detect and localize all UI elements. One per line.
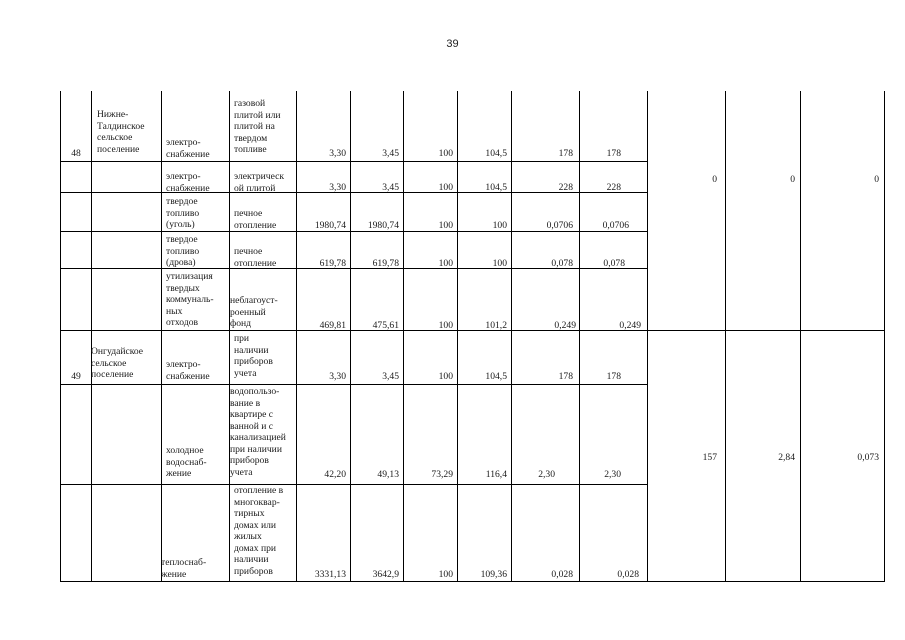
column-divider bbox=[725, 91, 726, 581]
value-cell: 475,61 bbox=[372, 320, 399, 331]
value-cell: 42,20 bbox=[324, 469, 346, 480]
value-cell: 3,30 bbox=[329, 182, 346, 193]
service-type: холодное водоснаб- жение bbox=[166, 445, 207, 479]
summary-value: 2,84 bbox=[778, 452, 795, 463]
value-cell: 3,45 bbox=[382, 148, 399, 159]
row-number: 49 bbox=[71, 371, 81, 382]
value-cell: 3,45 bbox=[382, 371, 399, 382]
service-type: утилизация твердых коммуналь- ных отходов bbox=[166, 271, 214, 328]
value-cell: 2,30 bbox=[604, 469, 621, 480]
value-cell: 3,30 bbox=[329, 148, 346, 159]
value-cell: 104,5 bbox=[485, 182, 507, 193]
value-cell: 3642,9 bbox=[372, 569, 399, 580]
value-cell: 100 bbox=[438, 258, 453, 269]
value-cell: 1980,74 bbox=[314, 220, 346, 231]
settlement-name: Онгудайское сельское поселение bbox=[91, 346, 144, 380]
consumption-norm: неблагоуст- роенный фонд bbox=[230, 295, 278, 329]
value-cell: 619,78 bbox=[319, 258, 346, 269]
value-cell: 619,78 bbox=[372, 258, 399, 269]
value-cell: 100 bbox=[438, 371, 453, 382]
value-cell: 100 bbox=[492, 258, 507, 269]
column-divider bbox=[511, 91, 512, 581]
value-cell: 3331,13 bbox=[314, 569, 346, 580]
value-cell: 0,249 bbox=[619, 320, 641, 331]
column-divider bbox=[579, 91, 580, 581]
value-cell: 49,13 bbox=[377, 469, 399, 480]
value-cell: 228 bbox=[558, 182, 573, 193]
summary-value: 0,073 bbox=[857, 452, 879, 463]
value-cell: 178 bbox=[606, 148, 621, 159]
settlement-name: Нижне- Талдинское сельское поселение bbox=[97, 109, 145, 155]
table-border-right bbox=[884, 91, 885, 581]
service-type: электро- снабжение bbox=[166, 359, 210, 382]
value-cell: 0,078 bbox=[551, 258, 573, 269]
row-divider bbox=[60, 384, 647, 385]
consumption-norm: печное отопление bbox=[234, 208, 277, 231]
row-number: 48 bbox=[71, 148, 81, 159]
value-cell: 100 bbox=[438, 220, 453, 231]
column-divider bbox=[647, 91, 648, 581]
value-cell: 100 bbox=[438, 182, 453, 193]
column-divider bbox=[91, 91, 92, 581]
row-divider bbox=[60, 161, 647, 162]
consumption-norm: печное отопление bbox=[234, 246, 277, 269]
column-divider bbox=[800, 91, 801, 581]
column-divider bbox=[350, 91, 351, 581]
service-type: электро- снабжение bbox=[166, 137, 210, 160]
value-cell: 0,249 bbox=[554, 320, 576, 331]
service-type: теплоснаб- жение bbox=[161, 557, 207, 580]
table-border-left bbox=[60, 91, 61, 581]
consumption-norm: электрическ ой плитой bbox=[234, 171, 285, 194]
summary-value: 0 bbox=[712, 174, 717, 185]
row-divider bbox=[60, 484, 647, 485]
value-cell: 100 bbox=[438, 320, 453, 331]
value-cell: 104,5 bbox=[485, 371, 507, 382]
value-cell: 101,2 bbox=[485, 320, 507, 331]
consumption-norm: отопление в многоквар- тирных домах или жилых домах при наличии приборов bbox=[234, 485, 284, 577]
page-number: 39 bbox=[446, 38, 459, 50]
service-type: твердое топливо (дрова) bbox=[166, 234, 200, 268]
value-cell: 0,028 bbox=[551, 569, 573, 580]
value-cell: 469,81 bbox=[319, 320, 346, 331]
value-cell: 0,0706 bbox=[546, 220, 573, 231]
consumption-norm: газовой плитой или плитой на твердом топливе bbox=[234, 98, 281, 155]
summary-value: 0 bbox=[874, 174, 879, 185]
value-cell: 73,29 bbox=[431, 469, 453, 480]
column-divider bbox=[229, 91, 230, 581]
consumption-norm: при наличии приборов учета bbox=[234, 333, 273, 379]
value-cell: 100 bbox=[438, 148, 453, 159]
column-divider bbox=[403, 91, 404, 581]
value-cell: 178 bbox=[606, 371, 621, 382]
consumption-norm: водопользо- вание в квартире с ванной и с канализацией при наличии приборов учета bbox=[230, 386, 286, 478]
column-divider bbox=[457, 91, 458, 581]
summary-value: 0 bbox=[790, 174, 795, 185]
value-cell: 3,30 bbox=[329, 371, 346, 382]
value-cell: 109,36 bbox=[480, 569, 507, 580]
column-divider bbox=[161, 91, 162, 581]
value-cell: 104,5 bbox=[485, 148, 507, 159]
summary-value: 157 bbox=[702, 452, 717, 463]
value-cell: 0,078 bbox=[603, 258, 625, 269]
service-type: твердое топливо (уголь) bbox=[166, 196, 200, 230]
service-type: электро- снабжение bbox=[166, 171, 210, 194]
value-cell: 116,4 bbox=[485, 469, 507, 480]
table-border-bottom bbox=[60, 581, 885, 582]
value-cell: 3,45 bbox=[382, 182, 399, 193]
value-cell: 100 bbox=[492, 220, 507, 231]
value-cell: 100 bbox=[438, 569, 453, 580]
column-divider bbox=[296, 91, 297, 581]
value-cell: 178 bbox=[558, 148, 573, 159]
value-cell: 228 bbox=[606, 182, 621, 193]
value-cell: 0,0706 bbox=[602, 220, 629, 231]
value-cell: 2,30 bbox=[538, 469, 555, 480]
value-cell: 0,028 bbox=[617, 569, 639, 580]
value-cell: 1980,74 bbox=[367, 220, 399, 231]
value-cell: 178 bbox=[558, 371, 573, 382]
